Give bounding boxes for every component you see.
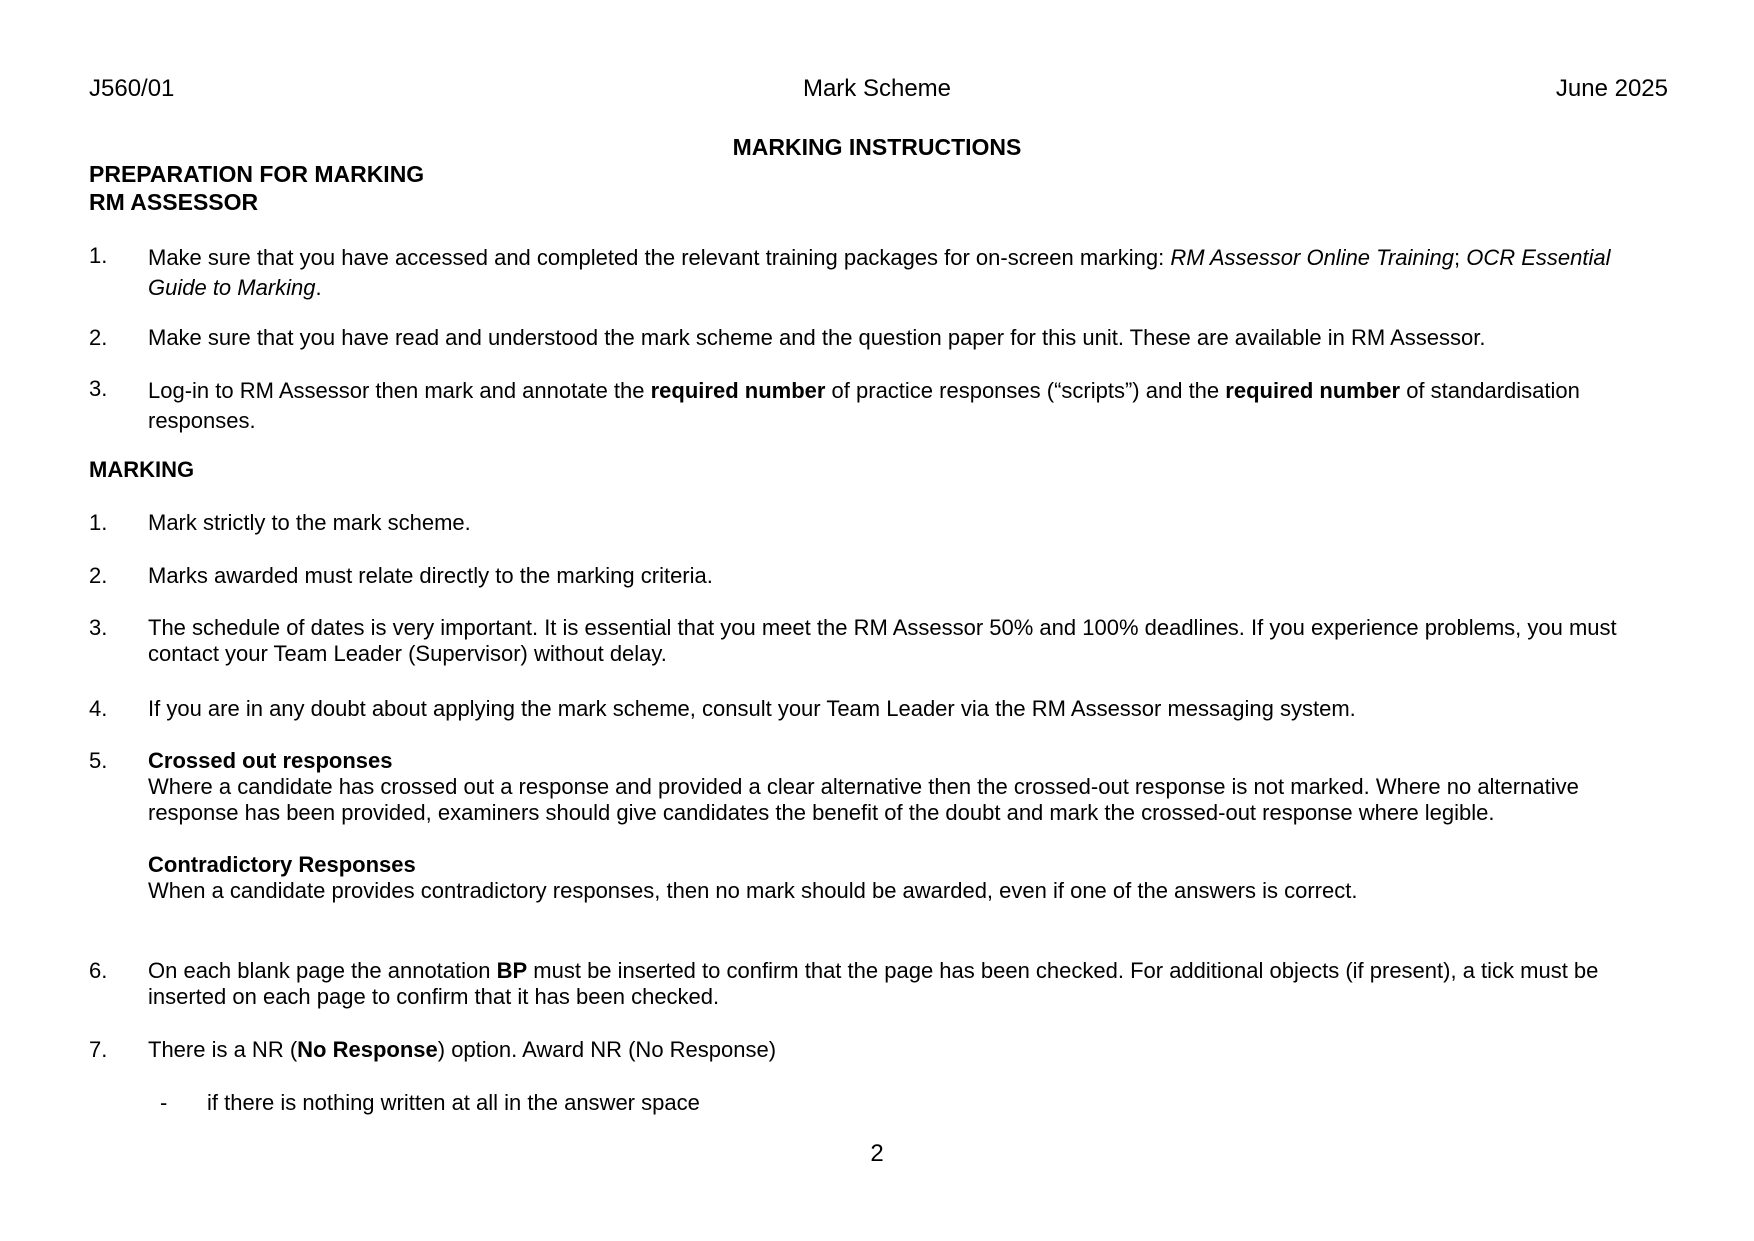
header-date: June 2025	[1555, 75, 1668, 102]
crossed-out-text: Where a candidate has crossed out a response and provided a clear alternative then the crossed-out response is not marked. Where no alternative response has been provided, examiners should give candidates the benefit of the doubt and mark the crossed-out response where legible.	[148, 774, 1579, 825]
item-number: 6.	[89, 958, 108, 983]
contradictory-heading: Contradictory Responses	[148, 852, 416, 877]
rm-assessor-subheading: RM ASSESSOR	[89, 189, 259, 215]
paper-code: J560/01	[89, 75, 175, 102]
preparation-heading: PREPARATION FOR MARKING	[89, 161, 425, 187]
crossed-out-heading: Crossed out responses	[148, 748, 393, 773]
prep-item-1	[89, 243, 1669, 303]
item-number: 3.	[89, 376, 108, 401]
bullet-text: if there is nothing written at all in the answer space	[207, 1090, 700, 1115]
page-number: 2	[870, 1140, 884, 1167]
prep-item-3	[89, 376, 1669, 436]
item-number: 2.	[89, 325, 108, 350]
item-text: Marks awarded must relate directly to the marking criteria.	[148, 563, 713, 588]
item-text: If you are in any doubt about applying the mark scheme, consult your Team Leader via the RM Assessor messaging system.	[148, 696, 1356, 721]
item-number: 1.	[89, 510, 108, 535]
item-number: 7.	[89, 1037, 108, 1062]
header-title: Mark Scheme	[802, 75, 952, 102]
item-text: There is a NR (No Response) option. Award NR (No Response)	[148, 1037, 777, 1062]
marking-item-5	[89, 748, 1669, 904]
marking-item-2	[89, 563, 1669, 589]
item-text: Log-in to RM Assessor then mark and annotate the required number of practice responses (“scripts”) and the required number of standardisation responses.	[148, 378, 1580, 433]
item-text: Make sure that you have read and understood the mark scheme and the question paper for this unit. These are available in RM Assessor.	[148, 325, 1486, 350]
prep-item-2	[89, 325, 1669, 351]
marking-heading: MARKING	[89, 457, 195, 482]
item-text: Mark strictly to the mark scheme.	[148, 510, 471, 535]
contradictory-text: When a candidate provides contradictory responses, then no mark should be awarded, even if one of the answers is correct.	[148, 878, 1358, 903]
item-number: 4.	[89, 696, 108, 721]
item-text: Make sure that you have accessed and completed the relevant training packages for on-screen marking: RM Assessor Online Training; OCR Essential Guide to Marking.	[148, 245, 1611, 300]
marking-item-4	[89, 696, 1669, 722]
marking-item-7	[89, 1037, 1669, 1063]
item-text: On each blank page the annotation BP must be inserted to confirm that the page has been checked. For additional objects (if present), a tick must be inserted on each page to confirm that it has been checked.	[148, 958, 1599, 1009]
bullet-dash: -	[160, 1090, 168, 1115]
item-text: The schedule of dates is very important. It is essential that you meet the RM Assessor 50% and 100% deadlines. If you experience problems, you must contact your Team Leader (Supervisor) without delay.	[148, 615, 1617, 666]
marking-item-1	[89, 510, 1669, 536]
nr-bullet	[160, 1090, 1560, 1116]
main-title: MARKING INSTRUCTIONS	[732, 134, 1022, 160]
item-number: 5.	[89, 748, 108, 773]
marking-item-6	[89, 958, 1669, 1010]
item-number: 2.	[89, 563, 108, 588]
marking-item-3	[89, 615, 1669, 667]
item-number: 1.	[89, 243, 108, 268]
item-number: 3.	[89, 615, 108, 640]
